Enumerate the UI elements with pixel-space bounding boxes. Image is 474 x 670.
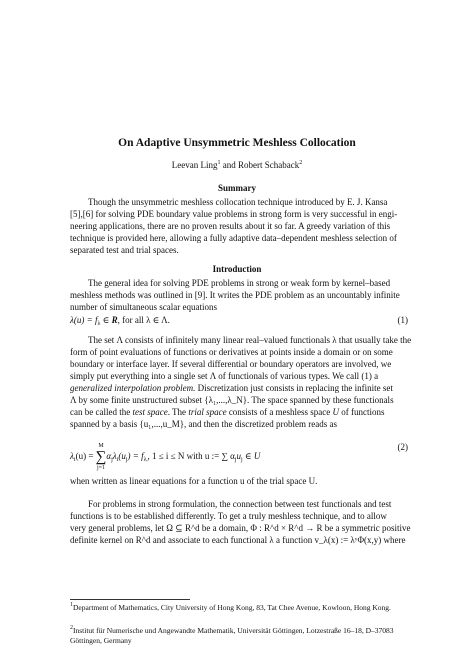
intro-text: can be called the (70, 407, 133, 417)
footnote-1-text: Department of Mathematics, City University of Hong Kong, 83, Tat Chee Avenue, Kowloon, Hong Kong. (73, 603, 391, 612)
intro-line: meshless methods was outlined in [9]. It writes the PDE problem as an uncountably infinite (70, 290, 400, 300)
summary-line: neering applications, there are no proven results about it so far. A greedy variation of this (70, 221, 391, 231)
equation-2 (70, 432, 408, 471)
author-2-footnote-mark: 2 (299, 160, 303, 166)
intro-line: spanned by a basis {u₁,...,u_M}, and then the discretized problem reads as (70, 419, 337, 429)
eq1-rest: , for all λ ∈ Λ. (117, 315, 170, 325)
eq2-sub: j (125, 457, 128, 464)
intro-line: when written as linear equations for a function u of the trial space U. (70, 476, 318, 486)
author-2-name: Robert Schaback (238, 160, 300, 170)
eq2-condition: , 1 ≤ i ≤ N with u := ∑ α (147, 451, 235, 462)
eq2-sub: j (234, 457, 237, 464)
intro-line: definite kernel on R^d and associate to each functional λ a function v_λ(x) := λʸΦ(x,y) where (70, 535, 406, 545)
intro-line (70, 382, 408, 394)
intro-line: boundary or interface layer. If several differential or boundary operators are involved, we (70, 359, 392, 369)
footnote-2 (70, 626, 408, 646)
sum-upper-limit: M (98, 443, 104, 449)
eq1-in: ∈ (100, 315, 112, 325)
intro-paragraph-3 (70, 475, 408, 487)
intro-line: very general problems, let Ω ⊆ R^d be a domain, Φ : R^d × R^d → R be a symmetric positive (70, 523, 411, 533)
intro-line: For problems in strong formulation, the connection between test functionals and test (88, 499, 392, 509)
summary-heading: Summary (218, 183, 256, 193)
eq2-sub: j (111, 457, 113, 464)
author-conjunction: and (222, 160, 236, 170)
equation-2-number: (2) (397, 442, 408, 452)
eq2-sub: λᵢ (143, 457, 148, 464)
summary-line: [5],[6] for solving PDE boundary value problems in strong form is very successful in engi- (70, 209, 398, 219)
eq2-lhs: λ (70, 451, 74, 462)
intro-line (70, 406, 408, 418)
eq2-sub: j (241, 457, 243, 464)
eq2-term: u (236, 451, 241, 462)
intro-paragraph-2 (70, 334, 412, 430)
eq2-lhs2: (u) = (75, 451, 96, 462)
intro-line: Λ by some finite unstructured subset {λ₁,...,λ_N}. The space spanned by these functionals (70, 395, 394, 405)
eq1-real-set: R (111, 315, 118, 325)
author-line (0, 160, 474, 170)
footnote-2-text: Institut für Numerische und Angewandte Mathematik, Universität Göttingen, Lotzestraße 16–18, D–37083 Göttingen, Germany (70, 626, 394, 645)
intro-paragraph-1 (70, 277, 408, 313)
equation-1 (70, 315, 408, 326)
eq2-term: ∈ U (242, 451, 261, 462)
summary-line: technique is provided here, allowing a fully adaptive data–dependent meshless selection of (70, 233, 397, 243)
footnote-2-mark: 2 (70, 625, 73, 631)
summary-paragraph (70, 196, 408, 256)
emphasis-text: U (332, 407, 340, 417)
author-1-name: Leevan Ling (171, 160, 218, 170)
eq2-lhs-sub: i (73, 457, 76, 464)
eq2-sub: i (116, 457, 119, 464)
intro-paragraph-4 (70, 498, 411, 546)
intro-line: The general idea for solving PDE problems in strong or weak form by kernel–based (88, 278, 391, 288)
eq2-term: (u (118, 451, 126, 462)
intro-line: simply put everything into a single set Λ of functionals of various types. We call (1) a (70, 371, 379, 381)
equation-1-number: (1) (397, 315, 408, 325)
eq2-term: λ (112, 451, 117, 462)
eq2-term: α (106, 451, 112, 462)
intro-text: of functions (339, 407, 385, 417)
sum-lower-limit: j=1 (96, 465, 106, 471)
sigma-glyph: ∑ (95, 449, 107, 465)
footnote-separator (70, 599, 190, 600)
summary-line: Though the unsymmetric meshless collocation technique introduced by E. J. Kansa (88, 197, 388, 207)
footnote-1-mark: 1 (70, 602, 73, 608)
intro-line: The set Λ consists of infinitely many linear real–valued functionals λ that usually take the (88, 335, 412, 345)
paper-title: On Adaptive Unsymmetric Meshless Collocation (118, 137, 356, 149)
intro-text: consists of a meshless space (226, 407, 333, 417)
eq2-body (70, 442, 260, 472)
emphasis-text: generalized interpolation problem. (70, 383, 196, 393)
eq2-term: ) = f (127, 451, 144, 462)
emphasis-text: trial space (188, 407, 227, 417)
author-1-footnote-mark: 1 (217, 160, 221, 166)
intro-text: . The (167, 407, 189, 417)
eq1-lhs: λ(u) = f (70, 315, 98, 325)
intro-text: Discretization just consists in replacing the infinite set (195, 383, 393, 393)
summary-line: separated test and trial spaces. (70, 245, 179, 255)
introduction-heading: Introduction (212, 264, 262, 274)
intro-line: form of point evaluations of functions or derivatives at points inside a domain or on some (70, 347, 393, 357)
intro-line: functions is to be established differently. To get a truly meshless technique, and to allow (70, 511, 387, 521)
summation-symbol (96, 442, 107, 472)
intro-line: number of simultaneous scalar equations (70, 302, 217, 312)
eq1-lhs-sub: λ (97, 321, 101, 327)
emphasis-text: test space (132, 407, 168, 417)
footnote-1 (70, 603, 408, 613)
